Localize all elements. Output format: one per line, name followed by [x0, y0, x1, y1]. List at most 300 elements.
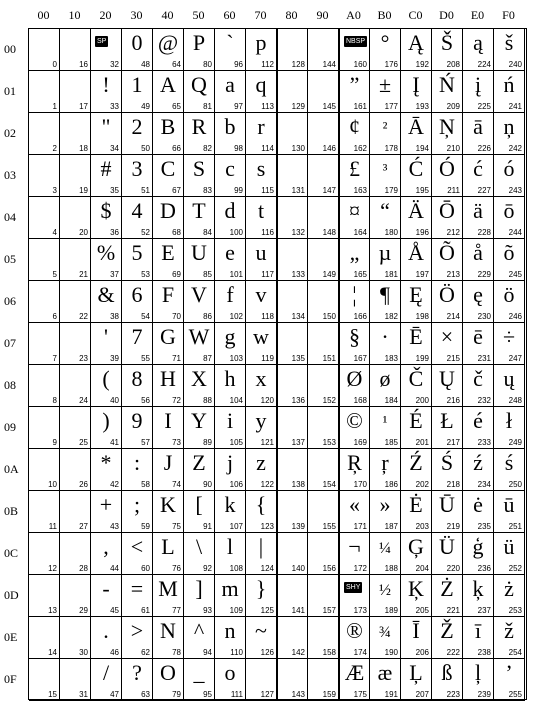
char-cell [60, 71, 91, 113]
char-cell [153, 407, 184, 449]
char-cell [91, 617, 122, 659]
char-cell [494, 575, 525, 617]
char-code: 63 [141, 690, 150, 699]
char-cell [370, 491, 401, 533]
char-glyph: „ [349, 240, 360, 265]
char-cell [308, 575, 339, 617]
char-cell [401, 113, 432, 155]
char-cell [463, 197, 494, 239]
column-header: 60 [223, 8, 236, 22]
char-glyph: ± [378, 72, 392, 97]
char-code: 89 [203, 438, 212, 447]
char-cell [215, 617, 246, 659]
char-glyph: < [130, 534, 144, 559]
char-code: 19 [79, 186, 88, 195]
char-glyph: O [160, 660, 176, 685]
char-glyph: v [255, 282, 267, 307]
char-code: 131 [291, 186, 305, 195]
char-cell [60, 323, 91, 365]
char-cell [122, 281, 153, 323]
char-code: 171 [353, 522, 367, 531]
char-glyph: Ķ [408, 576, 424, 601]
char-cell [339, 29, 370, 71]
char-glyph: Õ [439, 240, 455, 265]
char-cell [184, 281, 215, 323]
char-glyph: } [255, 576, 267, 601]
char-code: 223 [446, 690, 460, 699]
char-glyph: / [102, 660, 110, 685]
char-glyph: Ę [409, 282, 423, 307]
char-code: 185 [384, 438, 398, 447]
char-cell [122, 449, 153, 491]
char-glyph: é [473, 408, 483, 433]
char-glyph: “ [380, 198, 390, 223]
char-cell [494, 281, 525, 323]
char-cell [122, 533, 153, 575]
char-code: 133 [291, 270, 305, 279]
char-code: 168 [353, 396, 367, 405]
char-cell [122, 197, 153, 239]
char-glyph: ū [503, 492, 515, 517]
char-cell [122, 575, 153, 617]
char-glyph: Ė [409, 492, 423, 517]
char-glyph: V [191, 282, 207, 307]
char-cell [184, 617, 215, 659]
char-glyph: Į [412, 72, 420, 97]
char-code: 160 [353, 60, 367, 69]
char-cell [339, 575, 370, 617]
char-cell [432, 659, 463, 701]
char-code: 216 [446, 396, 460, 405]
char-code: 253 [508, 606, 522, 615]
char-code: 241 [508, 102, 522, 111]
char-code: 98 [234, 144, 243, 153]
char-code: 116 [261, 228, 274, 237]
char-cell [153, 449, 184, 491]
char-glyph: Q [191, 72, 207, 97]
row-header: 0E [4, 630, 18, 644]
char-glyph: ī [474, 618, 482, 643]
char-glyph: ė [473, 492, 483, 517]
char-cell [308, 155, 339, 197]
char-cell [60, 659, 91, 701]
char-glyph: 7 [131, 324, 143, 349]
char-code: 254 [508, 648, 522, 657]
char-glyph: ( [102, 366, 110, 391]
char-cell [153, 239, 184, 281]
char-cell [277, 533, 308, 575]
row-header: 03 [4, 168, 16, 182]
char-glyph: y [255, 408, 267, 433]
column-header: E0 [470, 8, 485, 22]
char-cell [122, 323, 153, 365]
char-cell [494, 491, 525, 533]
char-code: 136 [291, 396, 305, 405]
char-cell [153, 323, 184, 365]
char-cell [215, 533, 246, 575]
char-code: 115 [261, 186, 274, 195]
char-glyph: Ž [440, 618, 454, 643]
char-code: 194 [415, 144, 429, 153]
char-code: 149 [322, 270, 336, 279]
char-code: 189 [384, 606, 398, 615]
char-glyph: q [255, 72, 267, 97]
char-code: 224 [477, 60, 491, 69]
char-code: 233 [477, 438, 491, 447]
char-glyph: ü [503, 534, 515, 559]
char-code: 176 [384, 60, 398, 69]
char-code: 52 [141, 228, 150, 237]
char-code: 186 [384, 480, 398, 489]
char-cell [339, 323, 370, 365]
row-header: 0D [4, 588, 19, 602]
char-cell [401, 29, 432, 71]
char-cell [122, 491, 153, 533]
char-cell [91, 659, 122, 701]
char-code: 178 [384, 144, 398, 153]
char-cell [91, 281, 122, 323]
char-glyph: K [160, 492, 176, 517]
char-code: 242 [508, 144, 522, 153]
char-glyph: ÷ [502, 324, 516, 349]
char-code: 119 [261, 354, 274, 363]
char-code: 226 [477, 144, 491, 153]
char-cell [246, 491, 277, 533]
char-glyph: ų [503, 366, 515, 391]
column-header: B0 [377, 8, 392, 22]
char-glyph: Ū [439, 492, 455, 517]
char-code: 87 [203, 354, 212, 363]
char-cell [432, 29, 463, 71]
char-code: 18 [79, 144, 88, 153]
char-glyph: N [160, 618, 176, 643]
char-cell [91, 365, 122, 407]
char-glyph: Ų [439, 366, 455, 391]
char-code: 66 [172, 144, 181, 153]
char-cell [308, 281, 339, 323]
char-cell [432, 533, 463, 575]
char-code: 201 [415, 438, 429, 447]
char-cell [370, 449, 401, 491]
char-code: 86 [203, 312, 212, 321]
char-glyph: # [100, 156, 112, 181]
char-code: 77 [172, 606, 181, 615]
char-cell [370, 365, 401, 407]
char-cell [29, 323, 60, 365]
char-glyph: ” [349, 72, 360, 97]
column-header: 80 [285, 8, 298, 22]
char-cell [184, 491, 215, 533]
char-cell [29, 113, 60, 155]
char-cell [494, 155, 525, 197]
char-cell [122, 659, 153, 701]
row-header: 08 [4, 378, 16, 392]
character-grid [28, 28, 527, 700]
char-glyph: Ó [439, 156, 455, 181]
char-cell [463, 113, 494, 155]
char-cell [153, 659, 184, 701]
char-glyph: 0 [131, 30, 143, 55]
char-cell [277, 617, 308, 659]
char-code: 130 [291, 144, 305, 153]
char-cell [60, 155, 91, 197]
char-glyph: M [158, 576, 178, 601]
char-cell [153, 197, 184, 239]
char-code: 13 [48, 606, 57, 615]
char-glyph: « [349, 492, 360, 517]
char-code: 209 [446, 102, 460, 111]
char-cell [215, 659, 246, 701]
char-cell [29, 239, 60, 281]
char-code: 99 [234, 186, 243, 195]
char-code: 74 [172, 480, 181, 489]
char-code: 8 [52, 396, 57, 405]
char-cell [277, 197, 308, 239]
char-cell [401, 155, 432, 197]
char-glyph: ] [195, 576, 203, 601]
char-code: 49 [141, 102, 150, 111]
char-cell [184, 323, 215, 365]
char-code: 37 [110, 270, 119, 279]
char-code: 4 [52, 228, 57, 237]
char-cell [153, 29, 184, 71]
char-code: 113 [261, 102, 274, 111]
char-cell [308, 365, 339, 407]
char-glyph: Ģ [408, 534, 424, 559]
char-code: 196 [415, 228, 429, 237]
char-code: 190 [384, 648, 398, 657]
char-code: 240 [508, 60, 522, 69]
char-cell [494, 323, 525, 365]
char-cell [215, 323, 246, 365]
char-code: 107 [229, 522, 243, 531]
char-cell [184, 575, 215, 617]
char-glyph: A [160, 72, 176, 97]
char-code: 180 [384, 228, 398, 237]
char-cell [277, 71, 308, 113]
char-cell [432, 197, 463, 239]
char-code: 217 [446, 438, 460, 447]
char-cell [494, 113, 525, 155]
char-code: 120 [260, 396, 274, 405]
char-code: 244 [508, 228, 522, 237]
char-code: 213 [446, 270, 460, 279]
char-glyph: ¹ [382, 414, 388, 431]
char-glyph: Ń [439, 72, 455, 97]
char-cell [184, 113, 215, 155]
char-cell [60, 29, 91, 71]
char-code: 14 [48, 648, 57, 657]
char-cell [246, 407, 277, 449]
char-cell [370, 617, 401, 659]
char-glyph: · [381, 324, 389, 349]
char-cell [339, 197, 370, 239]
char-cell [215, 197, 246, 239]
char-cell [277, 365, 308, 407]
char-code: 152 [322, 396, 336, 405]
char-glyph: S [192, 156, 206, 181]
char-glyph: ž [504, 618, 514, 643]
char-code: 187 [384, 522, 398, 531]
char-glyph: į [474, 72, 482, 97]
char-cell [246, 533, 277, 575]
char-code: 95 [203, 690, 212, 699]
char-glyph: ` [226, 30, 234, 55]
char-glyph: b [224, 114, 236, 139]
char-code: 12 [48, 564, 57, 573]
char-code: 93 [203, 606, 212, 615]
char-code: 11 [48, 522, 57, 531]
char-code: 219 [446, 522, 460, 531]
char-glyph: D [160, 198, 176, 223]
char-cell [432, 155, 463, 197]
char-cell [308, 617, 339, 659]
char-glyph: B [160, 114, 176, 139]
char-cell [494, 659, 525, 701]
char-glyph: n [224, 618, 236, 643]
char-cell [494, 29, 525, 71]
char-code: 163 [353, 186, 367, 195]
char-glyph: u [255, 240, 267, 265]
char-glyph: ż [504, 576, 514, 601]
char-glyph: z [256, 450, 266, 475]
char-code: 2 [52, 144, 57, 153]
char-code: 40 [110, 396, 119, 405]
char-code: 249 [508, 438, 522, 447]
char-glyph: ’ [505, 660, 513, 685]
char-code: 192 [415, 60, 429, 69]
char-code: 127 [260, 690, 274, 699]
char-cell [91, 491, 122, 533]
column-header: 20 [99, 8, 112, 22]
char-cell [463, 323, 494, 365]
row-header: 0F [4, 672, 17, 686]
char-glyph: r [257, 114, 265, 139]
char-code: 38 [110, 312, 119, 321]
char-cell [184, 407, 215, 449]
char-glyph: & [97, 282, 115, 307]
char-cell [60, 197, 91, 239]
char-code: 139 [291, 522, 305, 531]
char-cell [370, 239, 401, 281]
char-code: 146 [322, 144, 336, 153]
row-header: 07 [4, 336, 16, 350]
char-cell [122, 155, 153, 197]
char-cell [277, 491, 308, 533]
row-header: 01 [4, 84, 16, 98]
column-header: 70 [254, 8, 267, 22]
row-header: 09 [4, 420, 16, 434]
char-cell [153, 155, 184, 197]
char-cell [215, 449, 246, 491]
char-code: 161 [353, 102, 367, 111]
char-code: 173 [353, 606, 367, 615]
char-code: 100 [229, 228, 243, 237]
char-code: 62 [141, 648, 150, 657]
char-glyph: ~ [255, 618, 267, 643]
char-cell [29, 575, 60, 617]
char-cell [246, 113, 277, 155]
char-glyph: ø [379, 366, 391, 391]
char-cell [463, 491, 494, 533]
char-glyph: E [161, 240, 175, 265]
char-cell [494, 71, 525, 113]
char-glyph: Ź [409, 450, 423, 475]
char-cell [308, 659, 339, 701]
char-cell [401, 281, 432, 323]
char-glyph: . [103, 618, 109, 643]
char-glyph: ° [380, 30, 390, 55]
char-cell [246, 281, 277, 323]
char-glyph: : [133, 450, 141, 475]
char-glyph: + [99, 492, 113, 517]
char-code: 125 [260, 606, 274, 615]
char-cell [29, 449, 60, 491]
char-cell [215, 239, 246, 281]
char-cell [432, 281, 463, 323]
char-code: 91 [203, 522, 212, 531]
char-glyph: Æ [344, 660, 365, 685]
char-glyph: × [440, 324, 454, 349]
char-cell [153, 281, 184, 323]
char-cell [308, 491, 339, 533]
char-cell [308, 323, 339, 365]
char-code: 123 [260, 522, 274, 531]
char-glyph: 9 [131, 408, 143, 433]
char-glyph: | [258, 534, 264, 559]
row-header: 06 [4, 294, 16, 308]
char-cell [184, 197, 215, 239]
char-glyph: æ [377, 660, 393, 685]
char-cell [494, 365, 525, 407]
char-code: 70 [172, 312, 181, 321]
char-cell [29, 71, 60, 113]
char-glyph: a [225, 72, 235, 97]
char-cell [153, 365, 184, 407]
char-cell [401, 71, 432, 113]
char-cell [184, 449, 215, 491]
char-cell [91, 575, 122, 617]
char-cell [29, 659, 60, 701]
char-glyph: o [224, 660, 236, 685]
char-code: 80 [203, 60, 212, 69]
char-glyph: Ä [408, 198, 424, 223]
char-code: 165 [353, 270, 367, 279]
char-code: 101 [229, 270, 243, 279]
char-code: 166 [353, 312, 367, 321]
char-glyph: " [101, 114, 111, 139]
char-cell [432, 323, 463, 365]
char-code: 67 [172, 186, 181, 195]
char-cell [494, 407, 525, 449]
char-code: 36 [110, 228, 119, 237]
char-glyph: C [160, 156, 176, 181]
char-code: 184 [384, 396, 398, 405]
char-glyph: Ż [440, 576, 454, 601]
char-code: 191 [384, 690, 398, 699]
char-code: 157 [322, 606, 336, 615]
row-header: 0B [4, 504, 19, 518]
char-cell [60, 617, 91, 659]
char-cell [184, 239, 215, 281]
column-header: A0 [346, 8, 361, 22]
char-cell [308, 29, 339, 71]
char-code: 78 [172, 648, 181, 657]
char-cell [153, 617, 184, 659]
char-code: 103 [229, 354, 243, 363]
char-cell [215, 113, 246, 155]
char-cell [215, 281, 246, 323]
